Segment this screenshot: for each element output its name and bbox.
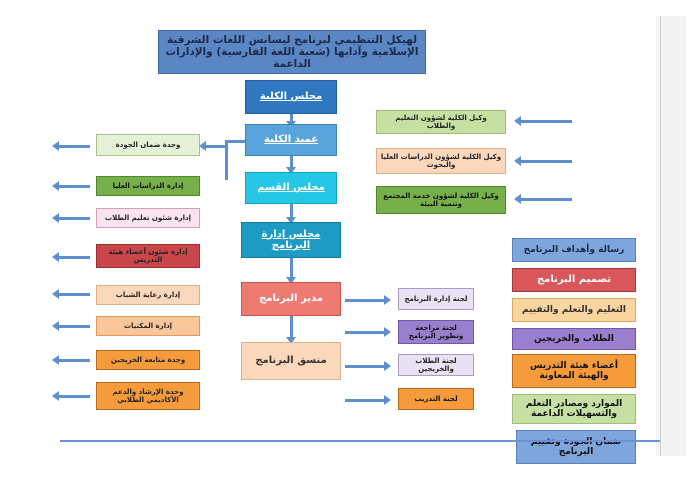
- arrow-left-icon: [58, 293, 90, 296]
- faculty-staff-box: أعضاء هيئة التدريس والهيئة المعاونة: [512, 354, 636, 388]
- arrow-left-icon: [520, 198, 572, 201]
- vice-dean-community-box: وكيل الكلية لشؤون خدمة المجتمع وتنمية البيئة: [376, 186, 506, 214]
- quality-unit-box: وحدة ضمان الجودة: [96, 134, 200, 156]
- academic-advising-unit-box: وحدة الإرشاد والدعم الأكاديمي الطلابي: [96, 382, 200, 410]
- mission-goals-box: رسالة وأهداف البرنامج: [512, 238, 636, 262]
- college-council-box: مجلس الكلية: [245, 80, 337, 114]
- arrow-left-icon: [58, 145, 90, 148]
- arrow-left-icon: [520, 120, 572, 123]
- arrow-left-icon: [58, 185, 90, 188]
- program-admin-committee-box: لجنة إدارة البرنامج: [398, 288, 474, 310]
- arrow-right-icon: [345, 299, 385, 302]
- vice-dean-graduate-box: وكيل الكلية لشؤون الدراسات العليا والبحوث: [376, 148, 506, 174]
- graduate-followup-unit-box: وحدة متابعة الخريجين: [96, 350, 200, 370]
- arrow-left-icon: [520, 160, 572, 163]
- bottom-rule: [60, 440, 660, 442]
- connector-line: [225, 140, 228, 180]
- dean-box: عميد الكلية: [245, 124, 337, 156]
- divider-line: [660, 16, 661, 456]
- training-committee-box: لجنة التدريب: [398, 388, 474, 410]
- arrow-left-icon: [205, 145, 225, 148]
- libraries-admin-box: إدارة المكتبات: [96, 316, 200, 336]
- quality-assurance-box: البرنامج: [516, 430, 636, 464]
- youth-care-admin-box: إدارة رعاية الشباب: [96, 285, 200, 305]
- program-board-box: مجلس إدارة البرنامج: [241, 222, 341, 258]
- student-affairs-admin-box: إدارة شئون تعليم الطلاب: [96, 208, 200, 228]
- diagram-title: لهيكل التنظيمي لبرنامج ليسانس اللغات الشرقية الإسلامية وآدابها (شعبة اللغة الفارسية) والإدارات الداعمة: [158, 30, 426, 74]
- arrow-right-icon: [345, 331, 385, 334]
- graduate-studies-admin-box: إدارة الدراسات العليا: [96, 176, 200, 196]
- students-graduates-box: الطلاب والخريجين: [512, 328, 636, 350]
- arrow-left-icon: [58, 256, 90, 259]
- students-graduates-committee-box: لجنة الطلاب والخريجين: [398, 354, 474, 376]
- faculty-affairs-admin-box: إدارة شئون أعضاء هيئة التدريس: [96, 244, 200, 268]
- arrow-left-icon: [58, 325, 90, 328]
- program-design-box: تصميم البرنامج: [512, 268, 636, 292]
- arrow-right-icon: [345, 399, 385, 402]
- program-director-box: مدير البرنامج: [241, 282, 341, 316]
- flow-arrow: [290, 258, 293, 278]
- department-council-box: مجلس القسم: [245, 172, 337, 204]
- vice-dean-education-box: وكيل الكلية لشؤون التعليم والطلاب: [376, 110, 506, 134]
- arrow-left-icon: [58, 395, 90, 398]
- flow-arrow: [290, 316, 293, 338]
- arrow-left-icon: [58, 359, 90, 362]
- arrow-right-icon: [345, 365, 385, 368]
- teaching-learning-box: التعليم والتعلم والتقييم: [512, 298, 636, 322]
- arrow-left-icon: [58, 217, 90, 220]
- resources-facilities-box: الموارد ومصادر التعلم والتسهيلات الداعمة: [512, 394, 636, 424]
- connector-line: [225, 140, 245, 143]
- program-review-committee-box: لجنة مراجعة وتطوير البرنامج: [398, 320, 474, 344]
- program-coordinator-box: منسق البرنامج: [241, 342, 341, 380]
- flow-arrow: [290, 156, 293, 168]
- flow-arrow: [290, 114, 293, 122]
- flow-arrow: [290, 204, 293, 218]
